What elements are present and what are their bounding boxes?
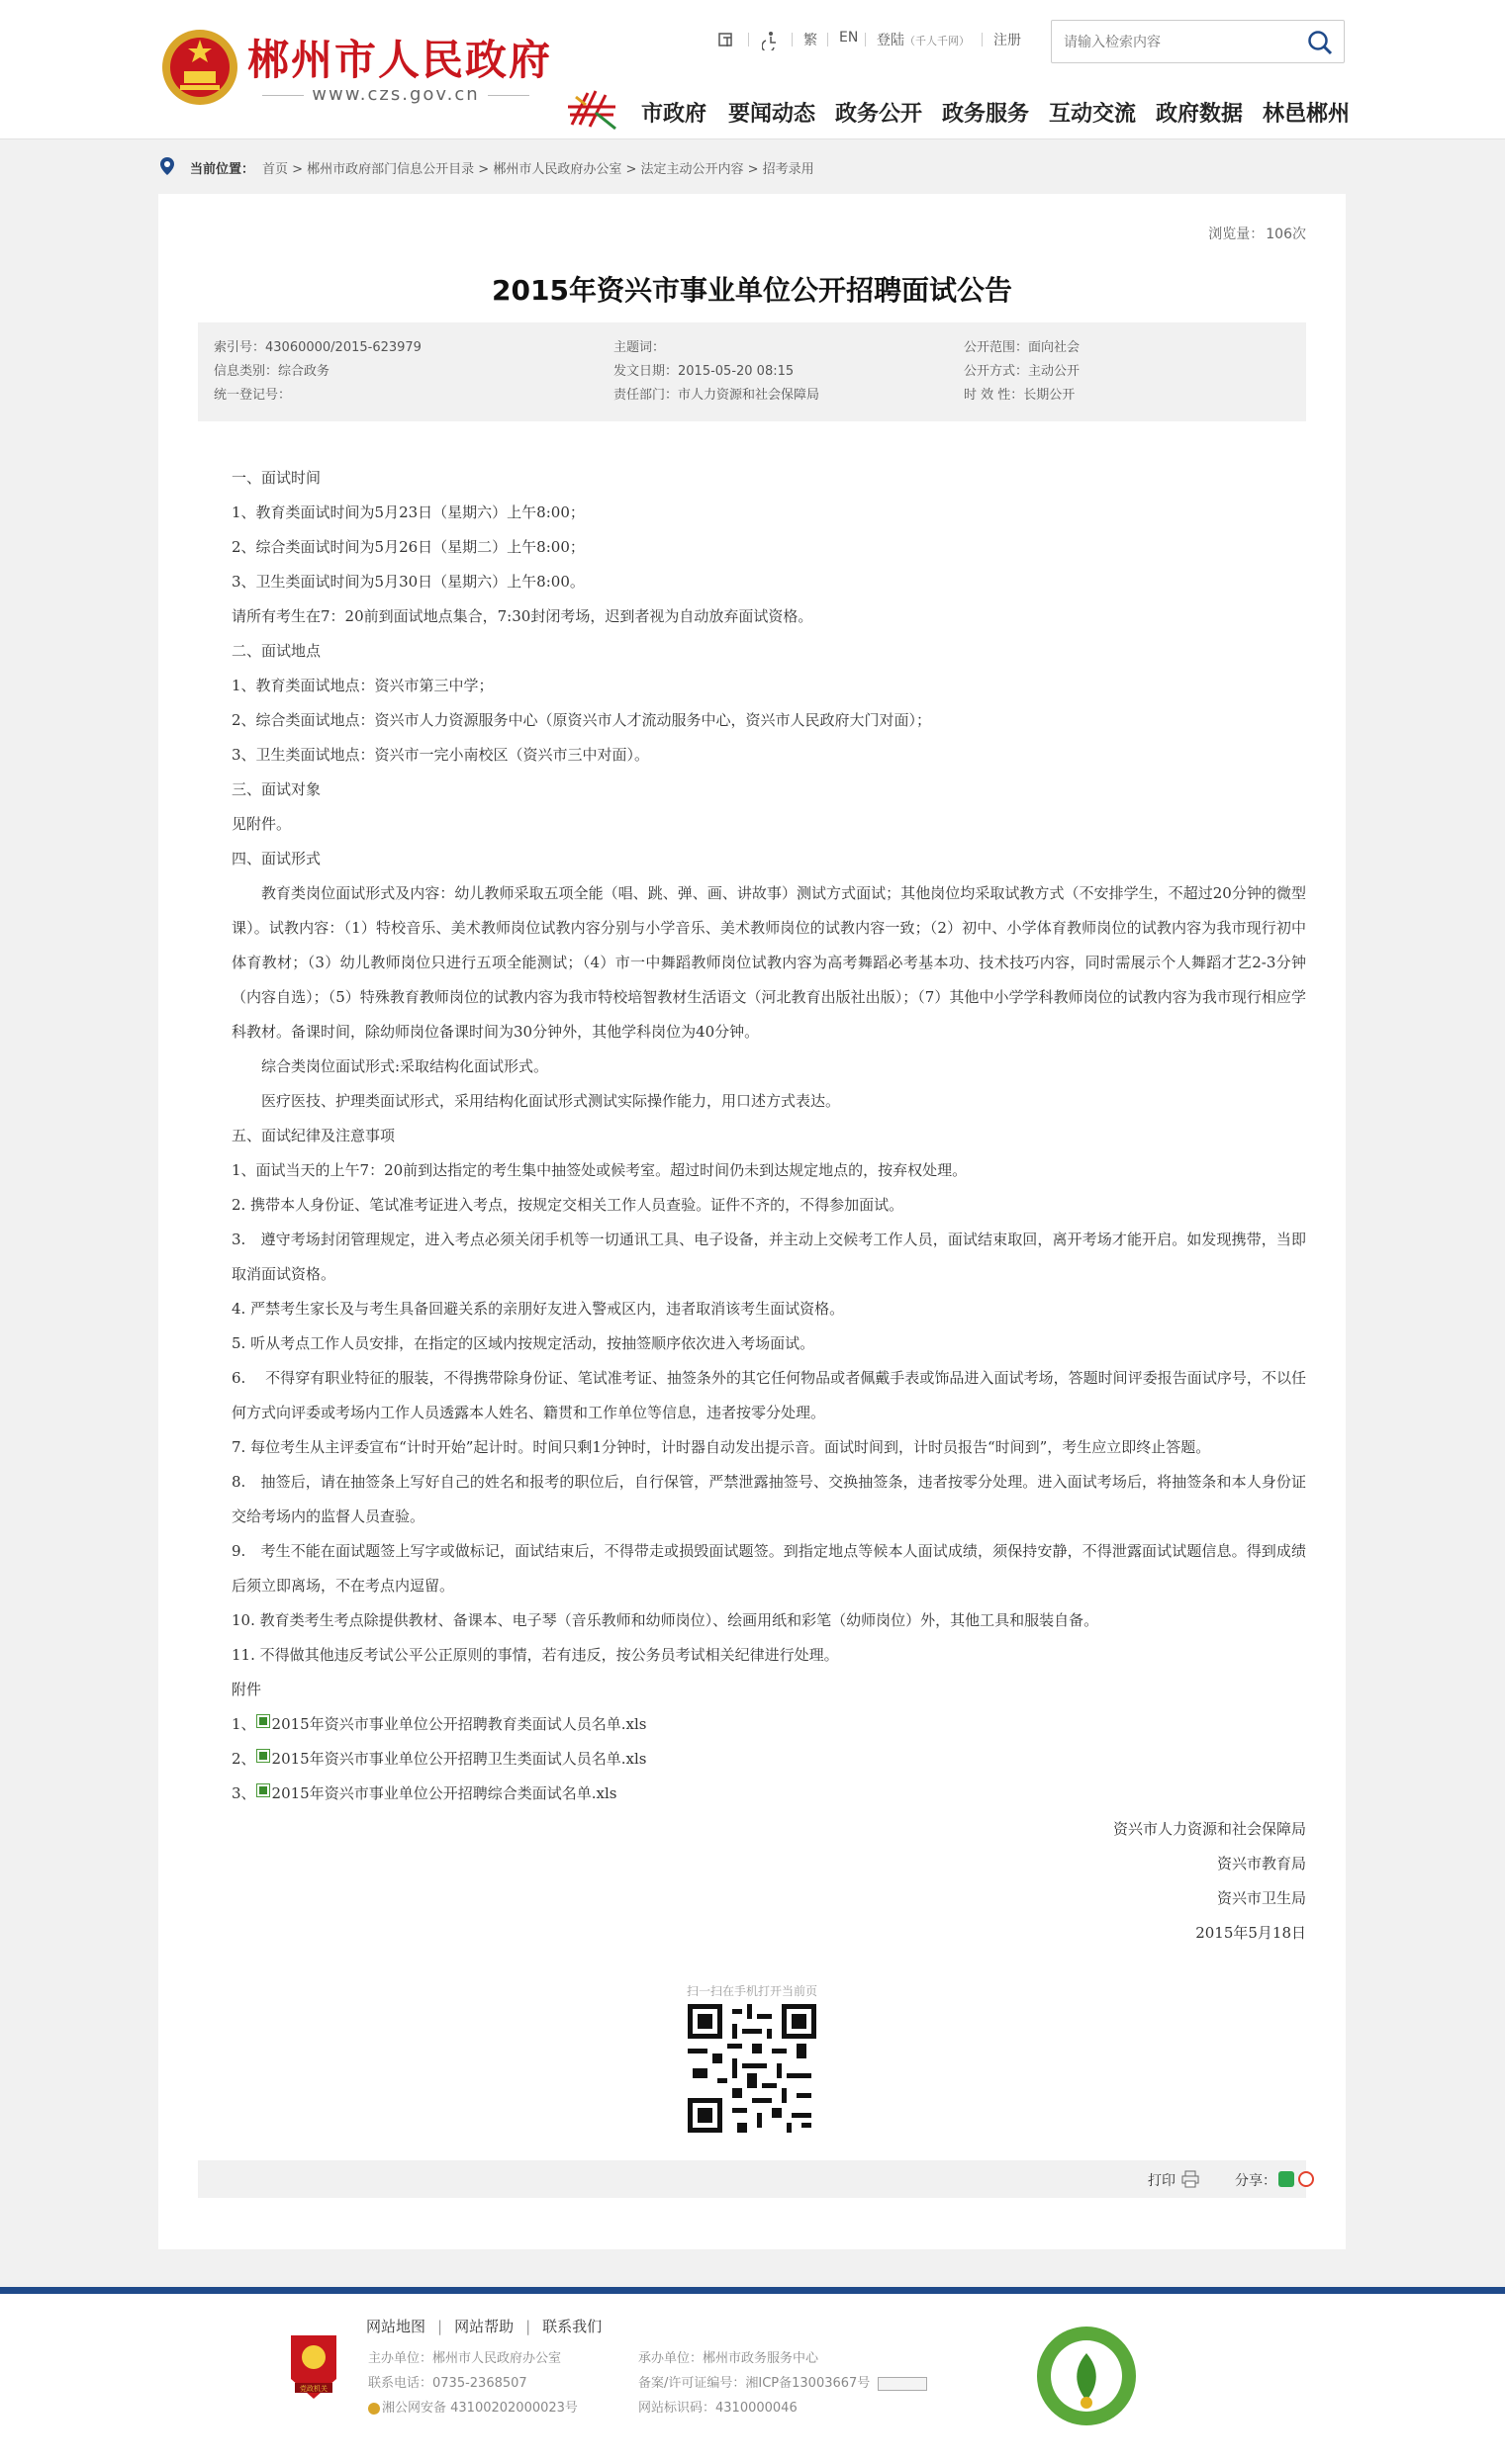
rule-item: 10. 教育类考生考点除提供教材、备课本、电子琴（音乐教师和幼师岗位）、绘画用纸和彩笔（幼师岗位）外，其他工具和服装自备。 xyxy=(232,1611,1099,1629)
english-link[interactable]: EN xyxy=(839,30,859,46)
rule-item: 11. 不得做其他违反考试公平公正原则的事情，若有违反，按公务员考试相关纪律进行处理。 xyxy=(232,1646,839,1664)
attachment-item xyxy=(232,1777,1306,1811)
body-line: 2、综合类面试时间为5月26日（星期二）上午8:00； xyxy=(232,538,585,556)
qr-code-icon xyxy=(688,2004,816,2133)
util-divider xyxy=(827,33,828,46)
body-line: 2、综合类面试地点：资兴市人力资源服务中心（原资兴市人才流动服务中心，资兴市人民政府大门对面）； xyxy=(232,711,932,729)
nav-item-city-government[interactable]: 市政府 xyxy=(641,102,707,127)
printer-icon[interactable] xyxy=(1181,2170,1199,2188)
nav-item-interaction[interactable]: 互动交流 xyxy=(1049,102,1137,127)
meta-subject: 主题词： xyxy=(613,340,666,355)
excel-file-icon xyxy=(256,1749,270,1763)
qr-label: 扫一扫在手机打开当前页 xyxy=(686,1984,817,1998)
weibo-share-icon[interactable] xyxy=(1298,2171,1314,2187)
rule-item: 1、面试当天的上午7：20前到达指定的考生集中抽签处或候考室。超过时间仍未到达规定地点的，按弃权处理。 xyxy=(232,1161,968,1179)
accessibility-icon[interactable] xyxy=(762,31,780,50)
footer-divider xyxy=(0,2287,1505,2294)
util-divider xyxy=(865,33,866,46)
rule-item: 9. 考生不能在面试题签上写字或做标记，面试结束后，不得带走或损毁面试题签。到指定地点等候本人面试成绩，须保持安静，不得泄露面试试题信息。得到成绩后须立即离场，不在考点内逗留。 xyxy=(232,1542,1306,1595)
article-card xyxy=(158,194,1346,2249)
login-note: （千人千网） xyxy=(904,35,970,47)
footer-link-divider: | xyxy=(437,2318,443,2335)
views-label: 浏览量： xyxy=(1208,227,1265,242)
footer-undertaker: 承办单位：郴州市政务服务中心 xyxy=(638,2351,819,2366)
footer-link-sitemap[interactable]: 网站地图 xyxy=(366,2318,426,2335)
body-line: 3、卫生类面试地点：资兴市一完小南校区（资兴市三中对面）。 xyxy=(232,746,650,764)
meta-reg-no: 统一登记号： xyxy=(214,388,292,403)
national-emblem-icon[interactable] xyxy=(160,26,239,109)
util-divider xyxy=(982,33,983,46)
breadcrumb-label: 当前位置： xyxy=(190,162,255,177)
teaching-format-paragraph: 教育类岗位面试形式及内容：幼儿教师采取五项全能（唱、跳、弹、画、讲故事）测试方式面试；其他岗位均采取试教方式（不安排学生，不超过20分钟的微型课）。试教内容：（1）特校音乐、美术教师岗位试教内容分别与小学音乐、美术教师岗位的试教内容一致；（2）初中、小学体育教师岗位的试教内容为我市现行初中体育教材；（3）幼儿教师岗位只进行五项全能测试；（4）市一中舞蹈教师岗位试教内容为高考舞蹈必考基本功、技术技巧内容，同时需展示个人舞蹈才艺2-3分钟（内容自选）；（5）特殊教育教师岗位的试教内容为我市特校培智教材生活语文（河北教育出版社出版）；（7）其他中小学学科教师岗位的试教内容为我市现行相应学科教材。备课时间，除幼师岗位备课时间为30分钟外，其他学科岗位为40分钟。 xyxy=(232,884,1306,1041)
civilized-site-certificate-icon[interactable] xyxy=(1034,2324,1139,2428)
body-line: 1、教育类面试地点：资兴市第三中学； xyxy=(232,677,494,694)
section-heading: 二、面试地点 xyxy=(232,642,322,660)
view-count xyxy=(1206,224,1306,243)
attachment-link[interactable]: 2015年资兴市事业单位公开招聘卫生类面试人员名单.xls xyxy=(271,1750,647,1768)
footer-links xyxy=(366,2316,602,2336)
footer-phone: 联系电话：0735-2368507 xyxy=(368,2376,527,2391)
footer-link-help[interactable]: 网站帮助 xyxy=(454,2318,515,2335)
badge-text: 党政机关 xyxy=(300,2385,328,2393)
body-line: 综合类岗位面试形式:采取结构化面试形式。 xyxy=(261,1057,549,1075)
section-heading: 四、面试形式 xyxy=(232,850,322,867)
rule-item: 2. 携带本人身份证、笔试准考证进入考点，按规定交相关工作人员查验。证件不齐的，不得参加面试。 xyxy=(232,1196,904,1214)
body-line: 见附件。 xyxy=(232,815,292,833)
body-line: 3、卫生类面试时间为5月30日（星期六）上午8:00。 xyxy=(232,573,585,591)
nav-item-gov-services[interactable]: 政务服务 xyxy=(942,102,1030,127)
rule-item: 5. 听从考点工作人员安排，在指定的区域内按规定活动，按抽签顺序依次进入考场面试。 xyxy=(232,1334,815,1352)
attachment-link[interactable]: 2015年资兴市事业单位公开招聘综合类面试名单.xls xyxy=(271,1784,617,1802)
party-gov-badge-icon[interactable] xyxy=(287,2331,340,2403)
meta-date: 发文日期：2015-05-20 08:15 xyxy=(613,364,795,379)
rule-item: 6. 不得穿有职业特征的服装，不得携带除身份证、笔试准考证、抽签条外的其它任何物品或者佩戴手表或饰品进入面试考场，答题时间评委报告面试序号，不以任何方式向评委或考场内工作人员透露本人姓名、籍贯和工作单位等信息，违者按零分处理。 xyxy=(232,1369,1306,1421)
footer-link-divider: | xyxy=(525,2318,531,2335)
footer-icp[interactable] xyxy=(638,2372,927,2391)
views-value: 106次 xyxy=(1266,227,1306,242)
signature-line: 资兴市教育局 xyxy=(1216,1855,1306,1872)
footer-icp-text: 备案/许可证编号：湘ICP备13003667号 xyxy=(638,2376,871,2391)
footer-police[interactable] xyxy=(368,2397,578,2416)
traditional-chinese-link[interactable]: 繁 xyxy=(803,33,817,48)
attachment-num: 1、 xyxy=(232,1715,256,1733)
nav-item-linyi-chenzhou[interactable]: 林邑郴州 xyxy=(1263,102,1351,127)
footer-host: 主办单位：郴州市人民政府办公室 xyxy=(368,2351,562,2366)
nav-item-gov-data[interactable]: 政府数据 xyxy=(1156,102,1244,127)
search-input[interactable] xyxy=(1062,31,1293,54)
site-url: www.czs.gov.cn xyxy=(247,84,544,105)
attachment-link[interactable]: 2015年资兴市事业单位公开招聘教育类面试人员名单.xls xyxy=(271,1715,647,1733)
attachment-item xyxy=(232,1707,1306,1742)
section-heading: 五、面试纪律及注意事项 xyxy=(232,1127,396,1144)
signature-line: 资兴市卫生局 xyxy=(1216,1889,1306,1907)
meta-validity: 时 效 性：长期公开 xyxy=(964,388,1076,403)
body-line: 请所有考生在7：20前到面试地点集合，7:30封闭考场，迟到者视为自动放弃面试资格。 xyxy=(232,607,813,625)
linyi-logo-icon xyxy=(566,85,621,135)
body-line: 1、教育类面试时间为5月23日（星期六）上午8:00； xyxy=(232,503,585,521)
share-bar xyxy=(198,2160,1306,2198)
rule-item: 3. 遵守考场封闭管理规定，进入考点必须关闭手机等一切通讯工具、电子设备，并主动上交候考工作人员，面试结束取回，离开考场才能开启。如发现携带，当即取消面试资格。 xyxy=(232,1231,1306,1283)
rule-item: 8. 抽签后，请在抽签条上写好自己的姓名和报考的职位后，自行保管，严禁泄露抽签号、交换抽签条，违者按零分处理。进入面试考场后，将抽签条和本人身份证交给考场内的监督人员查验。 xyxy=(232,1473,1306,1525)
site-title[interactable]: 郴州市人民政府 xyxy=(247,36,553,84)
section-heading: 一、面试时间 xyxy=(232,469,322,487)
rule-item: 7. 每位考生从主评委宣布“计时开始”起计时。时间只剩1分钟时，计时器自动发出提示音。面试时间到，计时员报告“时间到”，考生应立即终止答题。 xyxy=(232,1438,1211,1456)
login-label: 登陆 xyxy=(877,33,904,48)
util-divider xyxy=(792,33,793,46)
breadcrumb-path[interactable]: 首页 > 郴州市政府部门信息公开目录 > 郴州市人民政府办公室 > 法定主动公开内容 > 招考录用 xyxy=(262,162,814,177)
section-heading: 三、面试对象 xyxy=(232,780,322,798)
meta-method: 公开方式：主动公开 xyxy=(964,364,1081,379)
rule-item: 4. 严禁考生家长及与考生具备回避关系的亲朋好友进入警戒区内，违者取消该考生面试资格。 xyxy=(232,1300,845,1318)
attachment-num: 2、 xyxy=(232,1750,256,1768)
police-badge-icon xyxy=(368,2403,380,2415)
attachments-heading: 附件 xyxy=(232,1681,262,1698)
article-title: 2015年资兴市事业单位公开招聘面试公告 xyxy=(492,274,1012,307)
signature-line: 资兴市人力资源和社会保障局 xyxy=(1112,1820,1306,1838)
nav-item-gov-affairs-open[interactable]: 政务公开 xyxy=(835,102,923,127)
meta-dept: 责任部门：市人力资源和社会保障局 xyxy=(613,388,820,403)
site-footer xyxy=(0,2294,1505,2464)
footer-link-contact[interactable]: 联系我们 xyxy=(542,2318,603,2335)
register-link[interactable]: 注册 xyxy=(993,33,1021,48)
signature-date: 2015年5月18日 xyxy=(1195,1924,1306,1942)
cnzz-badge-icon[interactable] xyxy=(878,2377,927,2391)
excel-file-icon xyxy=(256,1783,270,1797)
search-box xyxy=(1051,20,1345,63)
footer-site-code: 网站标识码：4310000046 xyxy=(638,2401,798,2416)
meta-category: 信息类别：综合政务 xyxy=(214,364,330,379)
location-pin-icon xyxy=(158,156,176,176)
meta-scope: 公开范围：面向社会 xyxy=(964,340,1081,355)
meta-index-no: 索引号：43060000/2015-623979 xyxy=(214,340,422,355)
font-size-icon[interactable] xyxy=(717,32,735,49)
util-divider xyxy=(748,33,749,46)
nav-item-news[interactable]: 要闻动态 xyxy=(728,102,816,127)
login-link[interactable] xyxy=(877,30,970,49)
body-line: 医疗医技、护理类面试形式，采用结构化面试形式测试实际操作能力，用口述方式表达。 xyxy=(261,1092,841,1110)
wechat-share-icon[interactable] xyxy=(1278,2171,1294,2187)
attachment-item xyxy=(232,1742,1306,1777)
site-header xyxy=(0,0,1505,139)
footer-police-text: 湘公网安备 43100202000023号 xyxy=(382,2401,578,2416)
article-body xyxy=(232,461,1306,1811)
article-meta xyxy=(198,322,1306,421)
share-label: 分享： xyxy=(1235,2173,1276,2189)
search-icon[interactable] xyxy=(1306,29,1334,56)
attachment-num: 3、 xyxy=(232,1784,256,1802)
print-button[interactable]: 打印 xyxy=(1148,2173,1176,2189)
excel-file-icon xyxy=(256,1714,270,1728)
